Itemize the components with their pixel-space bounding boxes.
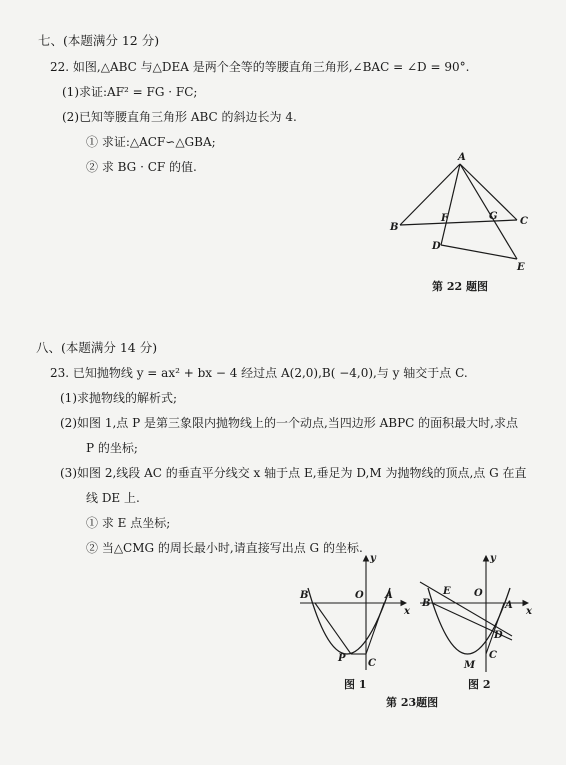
q22-part1: (1)求证:AF² = FG · FC; xyxy=(62,85,198,99)
fig1-label-p: P xyxy=(338,653,346,664)
figure-22 xyxy=(380,148,550,278)
fig2-label-x: x xyxy=(526,606,532,617)
fig2-label-d: D xyxy=(494,630,503,641)
fig2-label-m: M xyxy=(464,660,476,671)
q22-stem: 22. 如图,△ABC 与△DEA 是两个全等的等腰直角三角形,∠BAC = ∠D = 90°. xyxy=(50,60,470,74)
q23-part3-line1: (3)如图 2,线段 AC 的垂直平分线交 x 轴于点 E,垂足为 D,M 为抛物线的顶点,点 G 在直 xyxy=(60,466,527,480)
fig2-line-de xyxy=(420,582,512,636)
q23-part2-line1: (2)如图 1,点 P 是第三象限内抛物线上的一个动点,当四边形 ABPC 的面积最大时,求点 xyxy=(60,416,518,430)
q22-part2a: ① 求证:△ACF∽△GBA; xyxy=(86,135,216,149)
fig2-label-b: B xyxy=(422,598,431,609)
figure-23-1-caption: 图 1 xyxy=(344,678,367,691)
fig22-label-e: E xyxy=(517,262,525,273)
fig22-segment-ab xyxy=(400,164,460,225)
fig1-label-b: B xyxy=(300,590,309,601)
q23-part2-line2: P 的坐标; xyxy=(86,441,138,455)
fig22-label-g: G xyxy=(489,211,498,222)
fig2-label-a: A xyxy=(505,600,513,611)
section-8-header: 八、(本题满分 14 分) xyxy=(36,340,158,355)
figure-22-caption: 第 22 题图 xyxy=(432,280,488,293)
q23-part3a: ① 求 E 点坐标; xyxy=(86,516,171,530)
fig1-label-c: C xyxy=(368,658,376,669)
fig22-segment-bc xyxy=(400,220,517,225)
fig1-label-a: A xyxy=(385,590,393,601)
fig22-segment-ad xyxy=(441,164,460,245)
fig2-label-o: O xyxy=(474,588,483,599)
fig2-label-c: C xyxy=(489,650,497,661)
fig22-label-c: C xyxy=(520,216,528,227)
figure-23-2-caption: 图 2 xyxy=(468,678,491,691)
fig1-label-o: O xyxy=(355,590,364,601)
fig22-label-d: D xyxy=(432,241,441,252)
q23-part1: (1)求抛物线的解析式; xyxy=(60,391,178,405)
fig22-label-b: B xyxy=(390,222,399,233)
q23-part3b: ② 当△CMG 的周长最小时,请直接写出点 G 的坐标. xyxy=(86,541,363,555)
figure-23-caption: 第 23题图 xyxy=(386,696,439,709)
fig2-label-y: y xyxy=(490,553,496,564)
fig1-label-y: y xyxy=(370,553,376,564)
fig22-label-f: F xyxy=(441,213,449,224)
q22-part2: (2)已知等腰直角三角形 ABC 的斜边长为 4. xyxy=(62,110,297,124)
figure-23-1 xyxy=(294,548,420,676)
q22-part2b: ② 求 BG · CF 的值. xyxy=(86,160,197,174)
q23-stem: 23. 已知抛物线 y = ax² + bx − 4 经过点 A(2,0),B( −4,0),与 y 轴交于点 C. xyxy=(50,366,468,380)
fig1-segment-ca xyxy=(366,603,384,654)
fig22-segment-de xyxy=(441,245,517,259)
figure-23-2 xyxy=(412,548,540,676)
fig2-segment-ca xyxy=(486,603,504,654)
fig2-label-e: E xyxy=(443,586,451,597)
q23-part3-line2: 线 DE 上. xyxy=(86,491,140,505)
fig1-label-x: x xyxy=(404,606,410,617)
section-7-header: 七、(本题满分 12 分) xyxy=(38,33,160,48)
fig22-label-a: A xyxy=(458,152,466,163)
